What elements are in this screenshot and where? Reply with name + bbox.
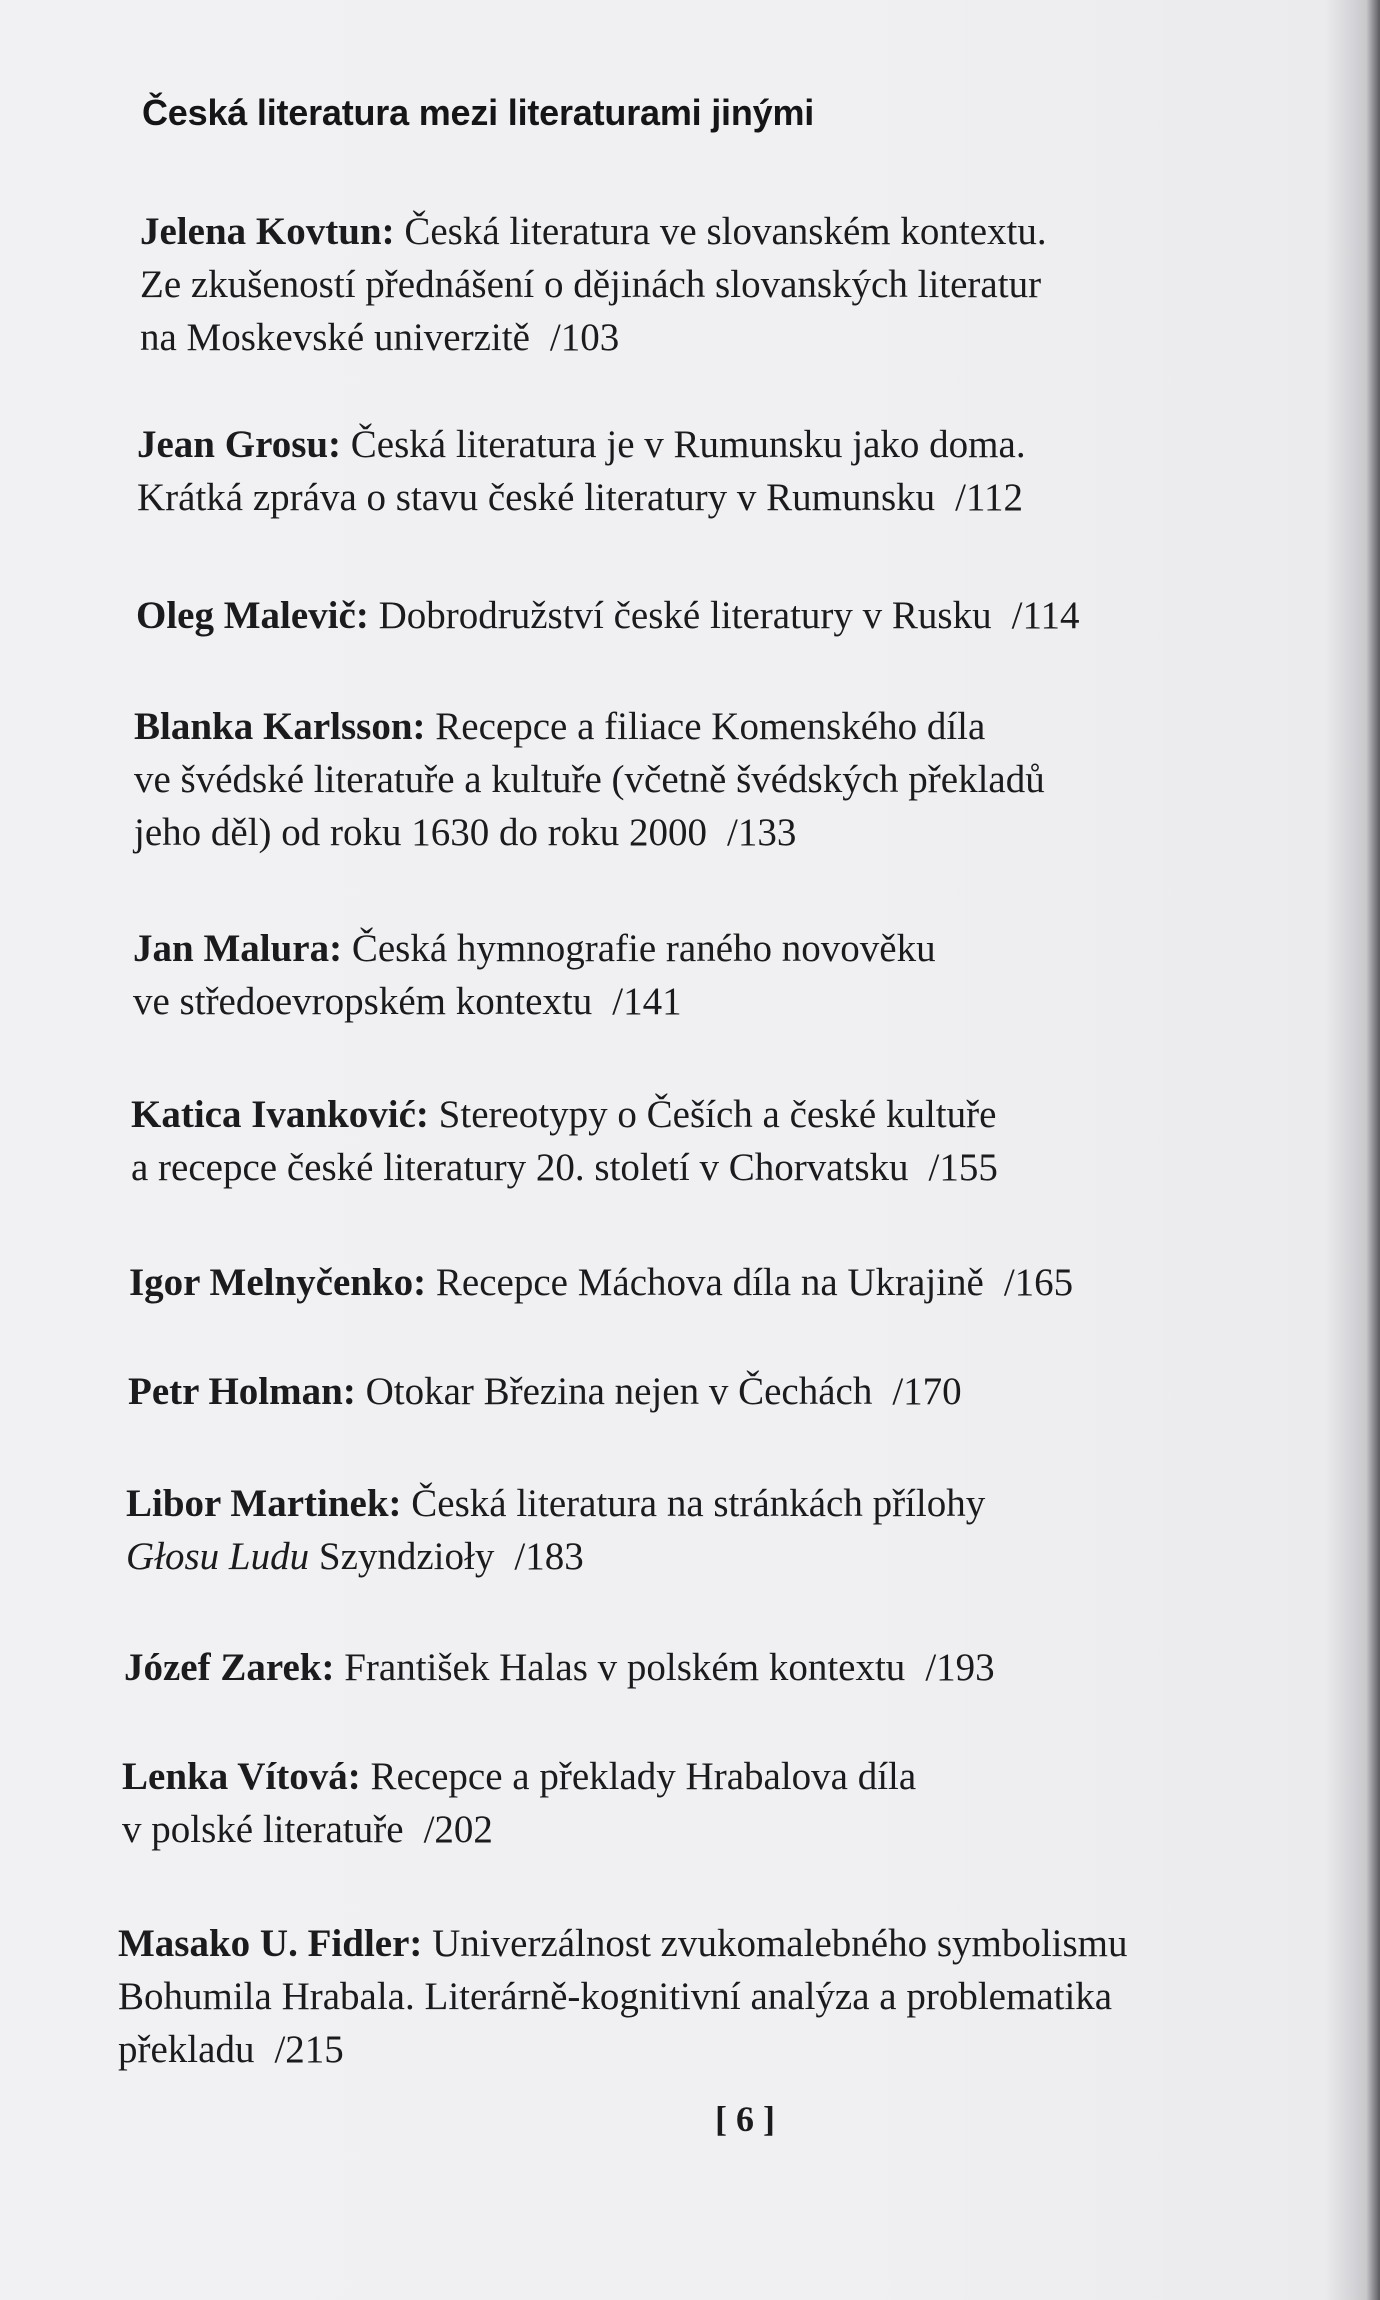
- entry-title-continued: v polské literatuře: [122, 1808, 404, 1851]
- entry-title: Univerzálnost zvukomalebného symbolismu: [432, 1922, 1128, 1965]
- toc-entry-line: [137, 418, 1380, 471]
- toc-entry: [129, 1256, 1380, 1309]
- entry-title: Otokar Březina nejen v Čechách: [365, 1370, 873, 1413]
- entry-title: Česká hymnografie raného novověku: [351, 927, 936, 970]
- toc-entry-line: [134, 700, 1380, 753]
- entry-title: Česká literatura ve slovanském kontextu.: [404, 210, 1047, 253]
- entry-title-continued: ve švédské literatuře a kultuře (včetně švédských překladů: [134, 758, 1045, 801]
- toc-entry: [133, 922, 1380, 1028]
- page-number: [ 6 ]: [715, 2099, 775, 2139]
- entry-author: Jean Grosu:: [137, 423, 342, 466]
- toc-entry: [118, 1917, 1378, 2076]
- toc-entry-line: [140, 205, 1380, 258]
- toc-entry-line: [126, 1477, 1380, 1530]
- entry-page-number: /165: [1003, 1261, 1074, 1304]
- entry-title: Česká literatura je v Rumunsku jako doma.: [350, 423, 1026, 466]
- toc-entry-line: [118, 2023, 1378, 2076]
- entry-title-continued: ve středoevropském kontextu: [133, 980, 593, 1023]
- entry-author: Jan Malura:: [133, 927, 343, 970]
- entry-author: Katica Ivanković:: [131, 1093, 429, 1136]
- toc-entry-line: [129, 1256, 1380, 1309]
- toc-entry-line: [131, 1088, 1380, 1141]
- entry-author: Jelena Kovtun:: [140, 210, 395, 253]
- entry-title: Dobrodružství české literatury v Rusku: [378, 594, 992, 637]
- toc-entry-line: [134, 806, 1380, 859]
- entry-page-number: /141: [612, 980, 682, 1023]
- entry-page-number: /103: [549, 316, 620, 359]
- toc-entry-line: [128, 1365, 1380, 1418]
- section-title: Česká literatura mezi literaturami jinými: [142, 92, 815, 133]
- toc-entry-line: [140, 311, 1380, 364]
- entry-page-number: /215: [274, 2028, 344, 2071]
- entry-title-continued: jeho děl) od roku 1630 do roku 2000: [134, 811, 708, 854]
- toc-entry-line: [126, 1530, 1380, 1583]
- entry-author: Blanka Karlsson:: [134, 705, 426, 748]
- entry-page-number: /170: [892, 1370, 962, 1413]
- entry-page-number: /112: [955, 476, 1024, 519]
- toc-entry-line: [122, 1750, 1380, 1803]
- entry-title: František Halas v polském kontextu: [344, 1646, 906, 1689]
- entry-page-number: /114: [1011, 594, 1080, 637]
- entry-author: Libor Martinek:: [126, 1482, 402, 1525]
- toc-entry-line: [136, 589, 1380, 642]
- entry-title: Recepce a filiace Komenského díla: [435, 705, 986, 748]
- toc-entry: [128, 1365, 1380, 1418]
- entry-title: Recepce Máchova díla na Ukrajině: [435, 1261, 984, 1304]
- entry-title-continued: a recepce české literatury 20. století v Chorvatsku: [131, 1146, 909, 1189]
- entry-page-number: /202: [423, 1808, 493, 1851]
- toc-entry-line: [118, 1917, 1378, 1970]
- toc-entry-line: [124, 1641, 1380, 1694]
- entry-title-continued: Krátká zpráva o stavu české literatury v Rumunsku: [137, 476, 936, 519]
- entry-title-continued: na Moskevské univerzitě: [140, 316, 530, 359]
- entry-author: Józef Zarek:: [124, 1646, 335, 1689]
- toc-entry: [131, 1088, 1380, 1194]
- toc-entry: [122, 1750, 1380, 1856]
- toc-entry: [140, 205, 1380, 364]
- toc-entry-line: [133, 975, 1380, 1028]
- entry-title-continued: Ze zkušeností přednášení o dějinách slovanských literatur: [140, 263, 1042, 306]
- entry-page-number: /133: [727, 811, 797, 854]
- toc-entry-line: [133, 922, 1380, 975]
- entry-title-continued: Szyndzioły: [318, 1535, 495, 1578]
- entry-title-italic: Głosu Ludu: [126, 1535, 310, 1578]
- entry-title: Recepce a překlady Hrabalova díla: [370, 1755, 917, 1798]
- toc-entry-line: [131, 1141, 1380, 1194]
- toc-entry-line: [137, 471, 1380, 524]
- entry-author: Igor Melnyčenko:: [129, 1261, 427, 1304]
- toc-entry: [137, 418, 1380, 524]
- entry-title-continued: překladu: [118, 2028, 255, 2071]
- entry-author: Lenka Vítová:: [122, 1755, 361, 1798]
- entry-title-continued: Bohumila Hrabala. Literárně-kognitivní analýza a problematika: [118, 1975, 1113, 2018]
- entry-page-number: /155: [928, 1146, 998, 1189]
- toc-entry-line: [122, 1803, 1380, 1856]
- entry-author: Masako U. Fidler:: [118, 1922, 423, 1965]
- entry-author: Oleg Malevič:: [136, 594, 369, 637]
- entry-page-number: /193: [925, 1646, 995, 1689]
- toc-entry: [124, 1641, 1380, 1694]
- entry-page-number: /183: [514, 1535, 584, 1578]
- toc-entry: [126, 1477, 1380, 1583]
- toc-entry: [134, 700, 1380, 859]
- entry-title: Česká literatura na stránkách přílohy: [411, 1482, 986, 1525]
- entry-author: Petr Holman:: [128, 1370, 356, 1413]
- entry-title: Stereotypy o Češích a české kultuře: [438, 1093, 997, 1136]
- toc-entry: [136, 589, 1380, 642]
